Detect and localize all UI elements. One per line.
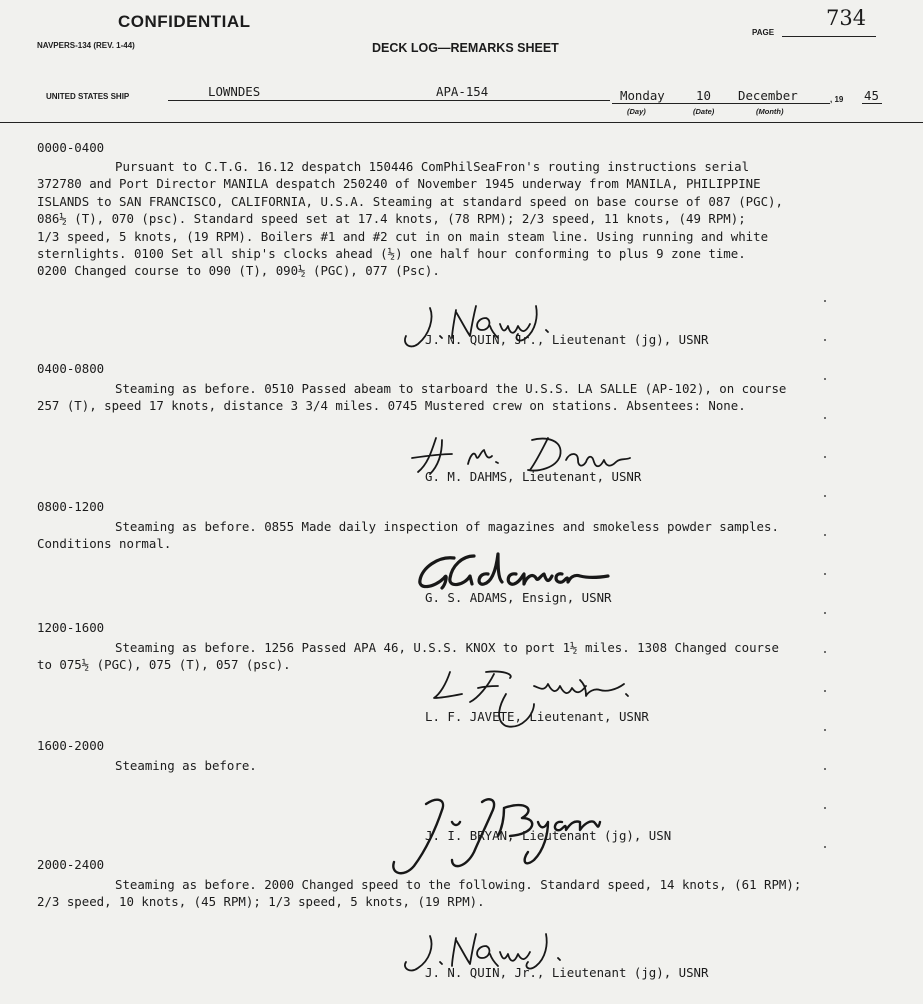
day-caption: (Day): [627, 107, 646, 116]
watch-time: 1600-2000: [37, 738, 105, 753]
page-title: DECK LOG—REMARKS SHEET: [372, 41, 559, 55]
margin-dots: [824, 300, 828, 885]
remarks-line: 372780 and Port Director MANILA despatch 250240 of November 1945 underway from MANILA, PHILIPPINE: [37, 176, 761, 192]
officer-signature: J. N. QUIN, Jr., Lieutenant (jg), USNR: [425, 965, 709, 980]
remarks-paragraph: [37, 757, 897, 774]
remarks-line: to 075½ (PGC), 075 (T), 057 (psc).: [37, 657, 291, 673]
watch-time: 1200-1600: [37, 620, 105, 635]
remarks-line: 086½ (T), 070 (psc). Standard speed set at 17.4 knots, (78 RPM); 2/3 speed, 11 knots, (49 RPM);: [37, 211, 746, 227]
remarks-line: 2/3 speed, 10 knots, (45 RPM); 1/3 speed, 5 knots, (19 RPM).: [37, 894, 485, 910]
remarks-line: Pursuant to C.T.G. 16.12 despatch 150446 ComPhilSeaFron's routing instructions serial: [115, 159, 750, 174]
remarks-line: sternlights. 0100 Set all ship's clocks ahead (½) one half hour conforming to plus 9 zone time.: [37, 246, 746, 262]
officer-signature: J. I. BRYAN, Lieutenant (jg), USN: [425, 828, 672, 843]
watch-time: 0800-1200: [37, 499, 105, 514]
year-line: [862, 103, 882, 104]
classification-label: CONFIDENTIAL: [118, 12, 251, 31]
remarks-line: 0200 Changed course to 090 (T), 090½ (PGC), 077 (Psc).: [37, 263, 440, 279]
remarks-line: Steaming as before. 0855 Made daily inspection of magazines and smokeless powder samples.: [115, 519, 779, 534]
remarks-paragraph: [37, 380, 897, 415]
officer-signature: L. F. JAVETE, Lieutenant, USNR: [425, 709, 649, 724]
remarks-line: 1/3 speed, 5 knots, (19 RPM). Boilers #1 and #2 cut in on main steam line. Using running and white: [37, 228, 769, 244]
ship-name-line: [168, 100, 610, 101]
header-divider: [0, 122, 923, 123]
date-line: [612, 103, 830, 104]
page-number-line: [782, 36, 876, 37]
officer-signature: G. M. DAHMS, Lieutenant, USNR: [425, 469, 642, 484]
watch-time: 0000-0400: [37, 140, 105, 155]
ship-name: LOWNDES: [208, 84, 261, 99]
officer-signature: G. S. ADAMS, Ensign, USNR: [425, 590, 612, 605]
remarks-paragraph: [37, 876, 897, 911]
watch-time: 0400-0800: [37, 361, 105, 376]
form-number: NAVPERS-134 (REV. 1-44): [37, 41, 135, 50]
ship-label: UNITED STATES SHIP: [46, 92, 130, 101]
page-number: 734: [826, 6, 867, 30]
page-label: PAGE: [752, 28, 775, 37]
remarks-line: 257 (T), speed 17 knots, distance 3 3/4 miles. 0745 Mustered crew on stations. Absentees: None.: [37, 398, 746, 414]
date-caption: (Date): [693, 107, 715, 116]
remarks-line: Conditions normal.: [37, 536, 172, 552]
watch-time: 2000-2400: [37, 857, 105, 872]
remarks-line: Steaming as before. 1256 Passed APA 46, U.S.S. KNOX to port 1½ miles. 1308 Changed course: [115, 640, 779, 655]
remarks-line: ISLANDS to SAN FRANCISCO, CALIFORNIA, U.S.A. Steaming at standard speed on base course of 087 (PGC),: [37, 193, 783, 209]
hull-number: APA-154: [436, 84, 489, 99]
remarks-line: Steaming as before.: [115, 758, 257, 773]
remarks-paragraph: [37, 158, 897, 280]
year-prefix: , 19: [830, 95, 844, 104]
month-caption: (Month): [756, 107, 784, 116]
officer-signature: J. N. QUIN, Jr., Lieutenant (jg), USNR: [425, 332, 709, 347]
day-value: Monday: [620, 88, 665, 103]
year-suffix: 45: [864, 88, 879, 103]
remarks-line: Steaming as before. 2000 Changed speed to the following. Standard speed, 14 knots, (61 RPM);: [115, 877, 802, 892]
date-value: 10: [696, 88, 711, 103]
remarks-line: Steaming as before. 0510 Passed abeam to starboard the U.S.S. LA SALLE (AP-102), on course: [115, 381, 787, 396]
month-value: December: [738, 88, 798, 103]
